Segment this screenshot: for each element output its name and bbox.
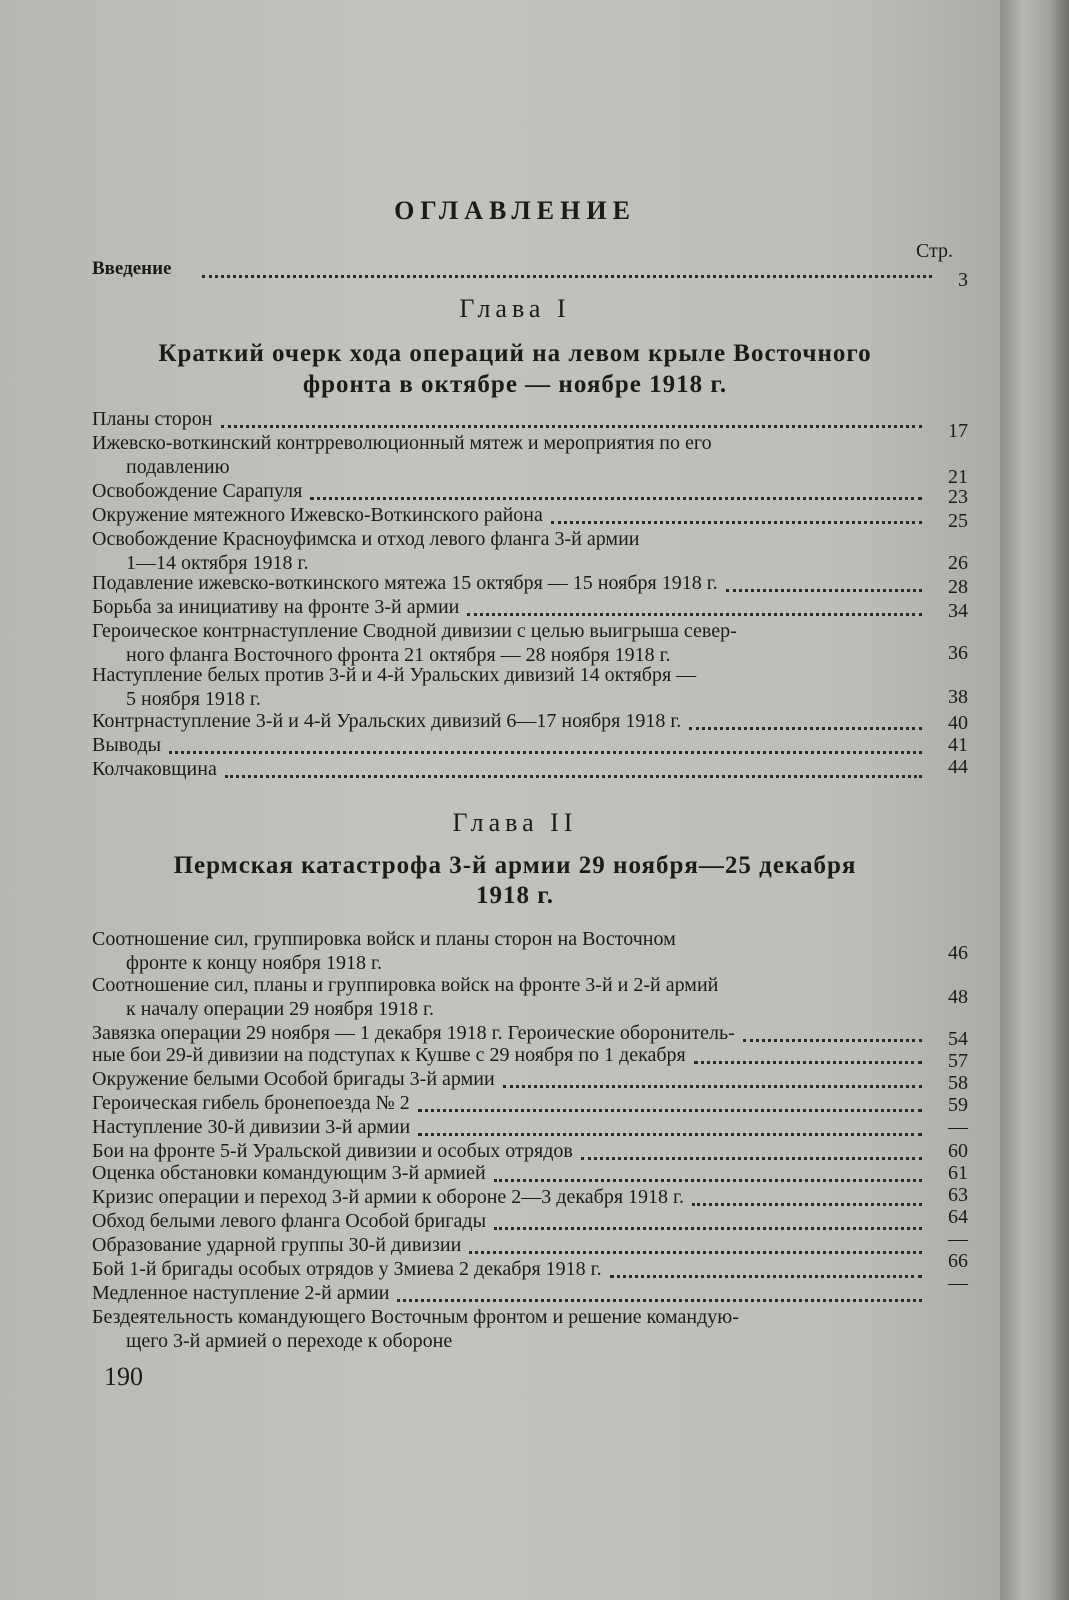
toc-entry-continuation: подавлению [126,456,230,478]
toc-entry-text: Медленное наступление 2-й армии [92,1282,390,1304]
toc-entry[interactable] [92,408,938,430]
toc-entry[interactable] [92,504,938,526]
toc-entry-continuation: ного фланга Восточного фронта 21 октября — 28 ноября 1918 г. [126,644,671,666]
toc-entry-text: Завязка операции 29 ноября — 1 декабря 1918 г. Героические оборонитель- [92,1022,735,1044]
toc-entry[interactable] [92,928,938,950]
toc-entry-continuation: фронте к концу ноября 1918 г. [126,952,382,974]
toc-entry-text: Обход белыми левого фланга Особой бригады [92,1210,487,1232]
toc-entry[interactable] [92,974,938,996]
toc-entry-page: 58 [948,1072,968,1094]
toc-entry[interactable] [92,758,938,780]
toc-entry[interactable] [92,1282,938,1304]
toc-entry[interactable] [92,620,938,642]
toc-entry-continuation: к началу операции 29 ноября 1918 г. [126,998,434,1020]
toc-entry-page: 61 [948,1162,968,1184]
toc-entry-text: Окружение мятежного Ижевско-Воткинского района [92,504,543,526]
toc-entry-text: Бои на фронте 5-й Уральской дивизии и особых отрядов [92,1140,573,1162]
leader-dots [494,1157,922,1182]
toc-entry-page: — [948,1272,968,1294]
leader-dots [397,1277,922,1302]
toc-entry-text: Героическое контрнаступление Сводной дивизии с целью выигрыша север- [92,620,737,642]
page-column-label: Стр. [916,240,954,262]
toc-entry-page: 66 [948,1250,968,1272]
toc-entry-text: Соотношение сил, планы и группировка войск на фронте 3-й и 2-й армий [92,974,719,996]
toc-entry-text: Окружение белыми Особой бригады 3-й армии [92,1068,495,1090]
leader-dots [467,591,922,616]
toc-entry-page: 23 [948,486,968,508]
toc-entry-text: Наступление 30-й дивизии 3-й армии [92,1116,411,1138]
toc-entry-page: 54 [948,1028,968,1050]
toc-entry-text: Соотношение сил, группировка войск и планы сторон на Восточном [92,928,676,950]
toc-entry-text: Выводы [92,734,162,756]
toc-entry[interactable] [92,432,938,454]
toc-entry-text: ные бои 29-й дивизии на подступах к Кушве с 29 ноября по 1 декабря [92,1044,686,1066]
leader-dots [202,253,932,278]
toc-entry-continuation: 5 ноября 1918 г. [126,688,261,710]
toc-entry-page: — [948,1116,968,1138]
toc-entry[interactable] [92,596,938,618]
toc-entry-page: 41 [948,734,968,756]
toc-entry-page: 25 [948,510,968,532]
leader-dots [469,1229,922,1254]
leader-dots [503,1063,922,1088]
toc-entry-text: Бездеятельность командующего Восточным фронтом и решение командую- [92,1306,739,1328]
leader-dots [694,1039,922,1064]
toc-entry[interactable] [92,1306,938,1328]
leader-dots [169,729,922,754]
toc-entry-page: 60 [948,1140,968,1162]
toc-entry-text: Борьба за инициативу на фронте 3-й армии [92,596,460,618]
leader-dots [610,1253,922,1278]
toc-entry-page: 26 [948,552,968,574]
toc-entry-page: 64 [948,1206,968,1228]
toc-entry-text: Героическая гибель бронепоезда № 2 [92,1092,410,1114]
toc-entry-text: Кризис операции и переход 3-й армии к обороне 2—3 декабря 1918 г. [92,1186,684,1208]
toc-entry-continuation: щего 3-й армией о переходе к обороне [126,1330,453,1352]
leader-dots [310,475,922,500]
next-page-edge [1000,0,1069,1600]
toc-entry-text: Подавление ижевско-воткинского мятежа 15 октября — 15 ноября 1918 г. [92,572,718,594]
leader-dots [221,403,923,428]
toc-entry-text: Планы сторон [92,408,213,430]
toc-entry-page: 36 [948,642,968,664]
toc-entry-text: Освобождение Красноуфимска и отход левого фланга 3-й армии [92,528,640,550]
toc-entry-text: Колчаковщина [92,758,217,780]
toc-entry-intro[interactable] [92,258,938,280]
leader-dots [225,753,922,778]
toc-title: ОГЛАВЛЕНИЕ [394,196,636,225]
toc-entry-page: 17 [948,420,968,442]
toc-entry-page: 57 [948,1050,968,1072]
chapter-2-title-line-2: 1918 г. [475,882,555,909]
chapter-1-label: Глава I [459,294,571,323]
toc-entry-page: 59 [948,1094,968,1116]
toc-entry-text: Оценка обстановки командующим 3-й армией [92,1162,486,1184]
leader-dots [494,1205,922,1230]
toc-entry-continuation: 1—14 октября 1918 г. [126,552,309,574]
toc-entry-page: 40 [948,712,968,734]
toc-entry-page: 3 [958,269,968,291]
toc-entry-page: 48 [948,986,968,1008]
toc-entry-page: 21 [948,466,968,488]
leader-dots [689,705,922,730]
leader-dots [418,1087,922,1112]
leader-dots [726,567,922,592]
leader-dots [692,1181,922,1206]
toc-entry-page: 38 [948,686,968,708]
toc-entry[interactable] [92,528,938,550]
toc-entry-page: 28 [948,576,968,598]
toc-entry-text: Контрнаступление 3-й и 4-й Уральских дивизий 6—17 ноября 1918 г. [92,710,682,732]
toc-entry-text: Образование ударной группы 30-й дивизии [92,1234,462,1256]
chapter-2-title-line-1: Пермская катастрофа 3-й армии 29 ноября—25 декабря [173,852,857,879]
toc-entry-text: Ижевско-воткинский контрреволюционный мятеж и мероприятия по его [92,432,712,454]
toc-entry-text: Бой 1-й бригады особых отрядов у Змиева 2 декабря 1918 г. [92,1258,602,1280]
toc-entry-text: Наступление белых против 3-й и 4-й Уральских дивизий 14 октября — [92,664,697,686]
toc-entry-text: Введение [92,258,172,279]
toc-entry[interactable] [92,664,938,686]
toc-entry-page: 34 [948,600,968,622]
toc-entry-page: — [948,1228,968,1250]
chapter-1-title-line-1: Краткий очерк хода операций на левом крыле Восточного [158,340,872,367]
chapter-2-label: Глава II [452,808,578,837]
leader-dots [551,499,922,524]
chapter-1-title-line-2: фронта в октябре — ноябре 1918 г. [302,371,728,398]
toc-entry-page: 44 [948,756,968,778]
page-number: 190 [104,1362,143,1391]
toc-entry-page: 63 [948,1184,968,1206]
leader-dots [418,1111,922,1136]
toc-entry-page: 46 [948,942,968,964]
toc-entry-text: Освобождение Сарапуля [92,480,303,502]
